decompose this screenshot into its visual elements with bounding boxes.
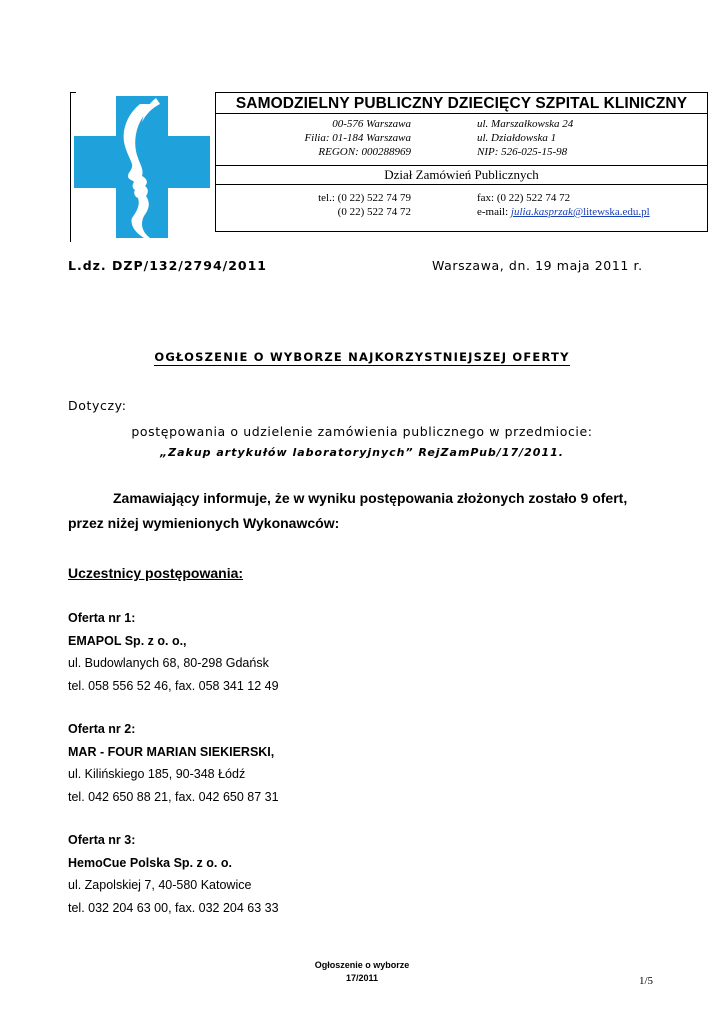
offer-phone: tel. 032 204 63 00, fax. 032 204 63 33 — [68, 900, 279, 915]
hospital-logo — [70, 92, 215, 242]
offer-phone: tel. 058 556 52 46, fax. 058 341 12 49 — [68, 678, 279, 693]
offer-company: HemoCue Polska Sp. z o. o. — [68, 855, 232, 870]
fax-line: fax: (0 22) 522 74 72 — [477, 192, 571, 204]
address-left-column — [216, 117, 411, 159]
offer-address: ul. Zapolskiej 7, 40-580 Katowice — [68, 878, 252, 892]
offer-phone: tel. 042 650 88 21, fax. 042 650 87 31 — [68, 789, 279, 804]
email-line — [477, 205, 650, 219]
intro-text-line2: przez niżej wymienionych Wykonawców: — [68, 515, 340, 531]
letterhead-divider — [216, 113, 707, 114]
offer-block — [68, 718, 279, 808]
email-label: e-mail: — [477, 206, 511, 218]
offer-label: Oferta nr 1: — [68, 611, 136, 625]
page-number: 1/5 — [639, 975, 654, 987]
phone-numbers — [216, 191, 411, 219]
offer-company: EMAPOL Sp. z o. o., — [68, 633, 187, 648]
concerns-label: Dotyczy: — [68, 398, 127, 413]
intro-text-line1: Zamawiający informuje, że w wyniku postępowania złożonych zostało 9 ofert, — [113, 490, 628, 506]
phone-line: (0 22) 522 74 72 — [337, 206, 411, 218]
offer-address: ul. Budowlanych 68, 80-298 Gdańsk — [68, 656, 269, 670]
document-heading — [0, 350, 724, 364]
letterhead-box — [215, 92, 708, 232]
department-name: Dział Zamówień Publicznych — [384, 167, 539, 182]
fax-email — [477, 191, 650, 219]
offer-label: Oferta nr 2: — [68, 722, 136, 736]
address-city: 00-576 Warszawa — [332, 118, 411, 130]
footer-title: Ogłoszenie o wyborze — [314, 960, 410, 970]
offer-block — [68, 829, 279, 919]
letterhead-divider — [216, 184, 707, 185]
address-regon: REGON: 000288969 — [318, 146, 411, 158]
subject-text: postępowania o udzielenie zamówienia publicznego w przedmiocie: — [131, 424, 593, 439]
email-link-user[interactable]: julia.kasprzak — [510, 206, 573, 218]
offer-label: Oferta nr 3: — [68, 833, 136, 847]
address-branch: Filia: 01-184 Warszawa — [304, 132, 411, 144]
offer-address: ul. Kilińskiego 185, 90-348 Łódź — [68, 767, 246, 781]
address-right-column — [477, 117, 573, 159]
medical-cross-face-icon — [70, 92, 215, 242]
hospital-name: SAMODZIELNY PUBLICZNY DZIECIĘCY SZPITAL KLINICZNY — [235, 95, 688, 112]
subject-title: „Zakup artykułów laboratoryjnych” RejZamPub/17/2011. — [160, 446, 564, 459]
email-link-domain[interactable]: @litewska.edu.pl — [572, 206, 650, 218]
address-branch-street: ul. Działdowska 1 — [477, 132, 557, 144]
footer-number: 17/2011 — [345, 973, 379, 983]
address-nip: NIP: 526-025-15-98 — [477, 146, 568, 158]
reference-number: L.dz. DZP/132/2794/2011 — [68, 258, 268, 273]
phone-line: tel.: (0 22) 522 74 79 — [318, 192, 411, 204]
letterhead-divider — [216, 165, 707, 166]
offer-company: MAR - FOUR MARIAN SIEKIERSKI, — [68, 744, 275, 759]
address-street: ul. Marszałkowska 24 — [477, 118, 574, 130]
document-heading-text: OGŁOSZENIE O WYBORZE NAJKORZYSTNIEJSZEJ OFERTY — [154, 350, 570, 364]
participants-heading: Uczestnicy postępowania: — [68, 565, 244, 581]
page-footer — [0, 959, 724, 985]
document-date: Warszawa, dn. 19 maja 2011 r. — [432, 258, 643, 273]
offer-block — [68, 607, 279, 697]
